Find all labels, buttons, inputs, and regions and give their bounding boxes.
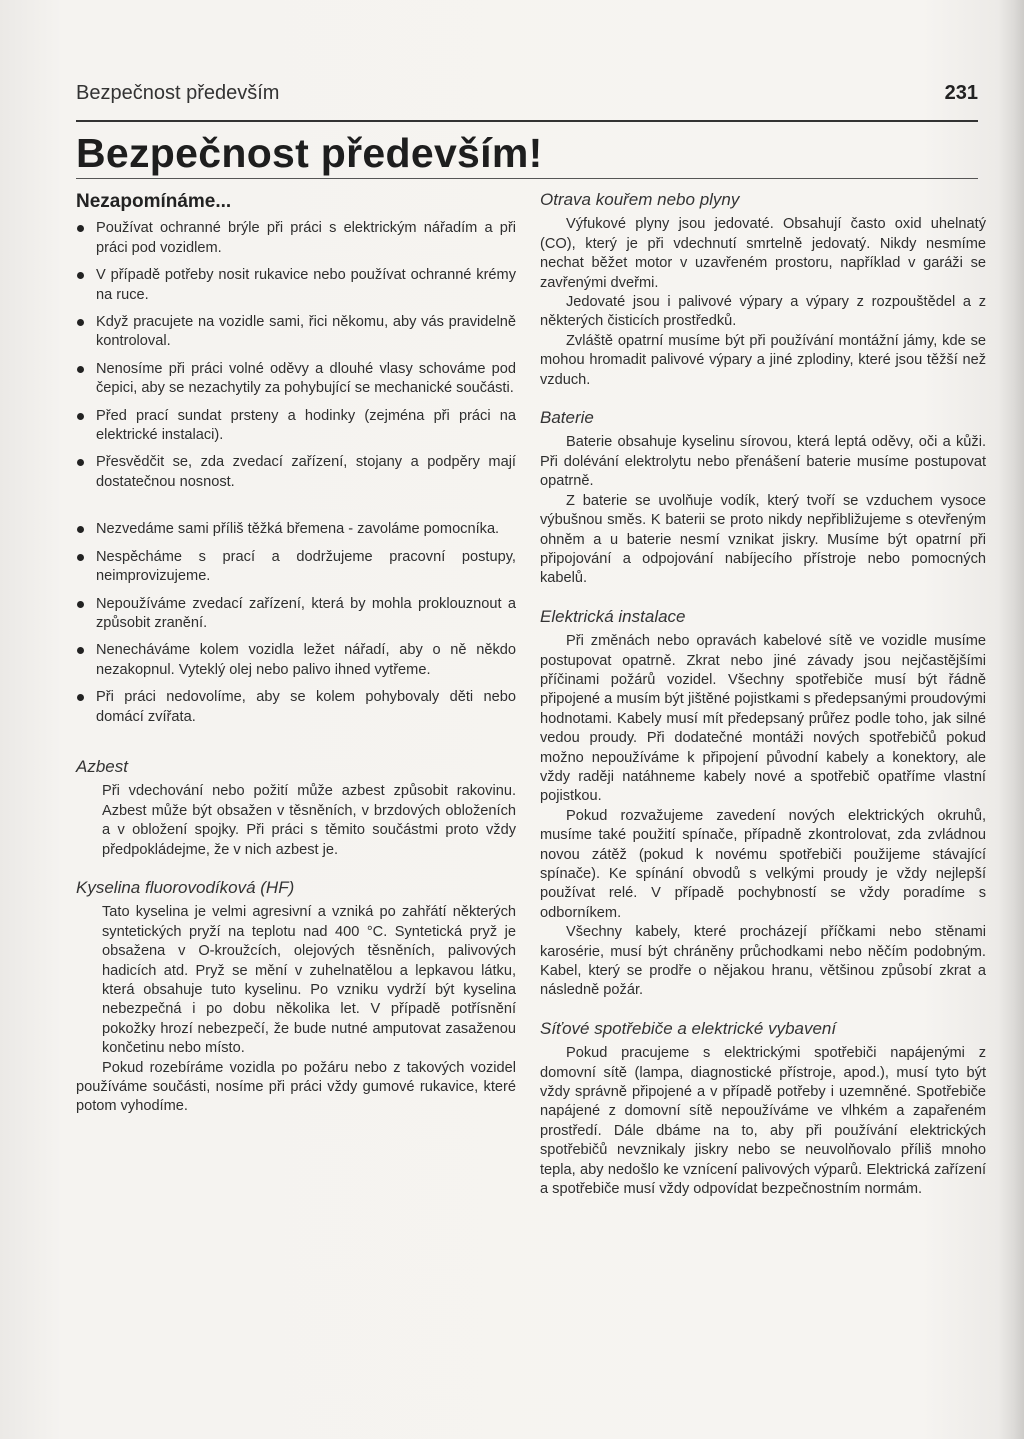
list-item [76, 688, 516, 727]
page-edge-shadow [998, 0, 1024, 1439]
list-item-text: Nenosíme při práci volné oděvy a dlouhé vlasy schováme pod čepici, aby se nezachytily za pohybující se mechanické součásti. [96, 360, 516, 397]
lead-heading: Nezapomínáme... [76, 191, 232, 212]
section-title-sitove: Síťové spotřebiče a elektrické vybavení [540, 1018, 837, 1038]
page-number: 231 [944, 82, 978, 104]
bullet-list-1 [76, 219, 516, 492]
paragraph: Pokud rozebíráme vozidla po požáru nebo z takových vozidel používáme součásti, nosíme při práci vždy gumové rukavice, které potom vyhodíme. [76, 1059, 516, 1115]
list-item [76, 548, 516, 587]
section-title-azbest: Azbest [76, 756, 128, 776]
paragraph: Při změnách nebo opravách kabelové sítě ve vozidle musíme postupovat opatrně. Zkrat nebo jiné závady jsou nejčastějšími příčinami požárů vozidel. Všechny spotřebiče musí být řádně připojené a musím být jištěné pojistkami s předepsanými proudovými hodnotami. Kabely musí mít předepsaný průřez podle toho, jak silné vedou proudy. Při dodatečné montáži nových spotřebičů pokud možno nepoužíváme k připojení původní kabely a konektory, ale vždy raději natáhneme kabely nové a spotřebič opatříme vlastní pojistkou. [540, 633, 986, 805]
list-item-text: Přesvědčit se, zda zvedací zařízení, stojany a podpěry mají dostatečnou nosnost. [96, 454, 516, 490]
list-item-text: Před prací sundat prsteny a hodinky (zejména při práci na elektrické instalaci). [96, 407, 516, 444]
list-item [76, 595, 516, 634]
page-title: Bezpečnost především! [76, 130, 543, 176]
bullet-icon [77, 413, 84, 420]
list-item [76, 360, 516, 399]
header-rule [76, 120, 978, 122]
list-item [76, 641, 516, 680]
paragraph: Tato kyselina je velmi agresivní a vzniká po zahřátí některých syntetických pryží na teplotu nad 400 °C. Syntetická pryž je obsažena v O-kroužcích, olejových těsněních, palivových hadicích atd. Pryž se mění v zuhelnatělou a lepkavou látku, která obsahuje tuto kyselinu. Po vzniku vydrží být kyselina nebezpečná i po dobu několika let. V případě potřísnění pokožky hrozí nebezpečí, že bude nutné amputovat zasaženou končetinu nebo místo. [102, 904, 516, 1057]
bullet-icon [77, 366, 84, 373]
paragraph: Všechny kabely, které procházejí příčkami nebo stěnami karosérie, musí být chráněny průchodkami nebo něčím podobným. Kabel, který se prodře o nějakou hranu, většinou způsobí zkrat a následně požár. [540, 924, 986, 999]
bullet-list-2 [76, 520, 516, 727]
paragraph: Jedovaté jsou i palivové výpary a výpary z rozpouštědel a z některých čisticích prostředků. [540, 294, 986, 330]
list-item [76, 407, 516, 446]
list-item [76, 313, 516, 352]
list-item-text: V případě potřeby nosit rukavice nebo používat ochranné krémy na ruce. [96, 267, 516, 303]
bullet-icon [77, 319, 84, 326]
section-title-otrava: Otrava kouřem nebo plyny [540, 190, 740, 209]
bullet-icon [77, 601, 84, 608]
list-item-text: Nezvedáme sami příliš těžká břemena - zavoláme pomocníka. [96, 521, 500, 538]
bullet-icon [77, 694, 84, 701]
bullet-icon [77, 554, 84, 561]
list-item-text: Nespěcháme s prací a dodržujeme pracovní postupy, neimprovizujeme. [96, 548, 516, 585]
bullet-icon [77, 459, 84, 466]
list-item [76, 266, 516, 305]
paragraph: Pokud pracujeme s elektrickými spotřebiči napájenými z domovní sítě (lampa, diagnostické přístroje, apod.), musí tyto být vždy správně připojené a v případě potřeby i uzemněné. Spotřebiče napájené z domovní sítě nepoužíváme ve vlhkém a zapařeném prostředí. Dále dbáme na to, aby při používání elektrických spotřebičů nevznikaly jiskry nebo se neuvolňovalo příliš mnoho tepla, aby nedošlo ke vznícení palivových výparů. Elektrická zařízení a spotřebiče musí vždy odpovídat bezpečnostním normám. [540, 1045, 986, 1198]
bullet-icon [77, 225, 84, 232]
right-column [540, 190, 986, 1200]
bullet-icon [77, 272, 84, 279]
list-item [76, 219, 516, 258]
list-item-text: Když pracujete na vozidle sami, řici někomu, aby vás pravidelně kontroloval. [96, 314, 516, 350]
list-item-text: Nepoužíváme zvedací zařízení, která by mohla proklouznout a způsobit zranění. [96, 595, 516, 631]
section-title-baterie: Baterie [540, 408, 594, 428]
list-item-text: Používat ochranné brýle při práci s elektrickým nářadím a při práci pod vozidlem. [96, 220, 516, 256]
paragraph: Při vdechování nebo požití může azbest způsobit rakovinu. Azbest může být obsažen v těsněních, v brzdových obloženích a v obložení spojky. Při práci s těmito součástmi proto vždy předpokládejme, že v nich azbest je. [102, 783, 516, 858]
bullet-icon [77, 647, 84, 654]
list-item [76, 520, 516, 539]
paragraph: Z baterie se uvolňuje vodík, který tvoří se vzduchem vysoce výbušnou směs. K baterii se proto nikdy nepřibližujeme s otevřeným ohněm a u baterie nesmí vznikat jiskry. Musíme být opatrní při připojování a odpojování nabíjecího přístroje nebo pomocných kabelů. [540, 492, 986, 587]
list-item-text: Nenecháváme kolem vozidla ležet nářadí, aby o ně někdo nezakopnul. Vyteklý olej nebo palivo ihned vytřeme. [96, 642, 516, 678]
paragraph: Baterie obsahuje kyselinu sírovou, která leptá oděvy, oči a kůži. Při dolévání elektrolytu nebo přenášení baterie musíme postupovat opatrně. [540, 434, 986, 490]
section-title-elektricka: Elektrická instalace [540, 606, 686, 626]
running-title: Bezpečnost především [76, 82, 280, 104]
list-item-text: Při práci nedovolíme, aby se kolem pohybovaly děti nebo domácí zvířata. [96, 689, 516, 725]
section-title-hf: Kyselina fluorovodíková (HF) [76, 877, 295, 897]
paragraph: Pokud rozvažujeme zavedení nových elektrických okruhů, musíme také použití spínače, případně zkontrolovat, zda zvládnou novou zátěž (pokud k novému spotřebiči použijeme stávající spínače). Ke spínání obvodů s velkými proudy je vždy nejlepší používat relé. V případě pochybností se vždy poradíme s odborníkem. [540, 807, 986, 921]
list-item [76, 453, 516, 492]
bullet-icon [77, 526, 84, 533]
left-column [76, 190, 516, 1117]
paragraph: Zvláště opatrní musíme být při používání montážní jámy, kde se mohou hromadit palivové výpary a jiné zplodiny, které jsou těžší než vzduch. [540, 332, 986, 388]
title-rule [76, 178, 978, 179]
running-header [76, 82, 978, 105]
paragraph: Výfukové plyny jsou jedovaté. Obsahují často oxid uhelnatý (CO), který je při vdechnutí smrtelně jedovatý. Nikdy nesmíme nechat běžet motor v uzavřeném prostoru, například v garáži se zavřenými dveřmi. [540, 216, 986, 291]
